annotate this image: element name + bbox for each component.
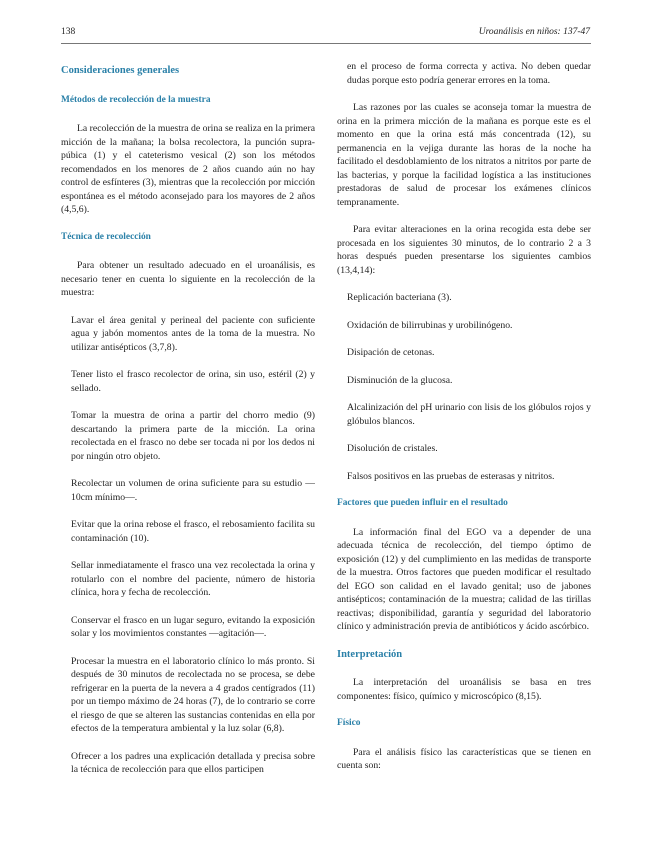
paragraph: Las razones por las cuales se aconseja tomar la muestra de orina en la primera micción de la mañana es porque este es el momento en que la orina está más concentrada (12), su permanencia en la vejiga durante las horas de la noche ha facilitado el desdoblamiento de los nitratos a nitritos por parte de las bacterias, y porque la facilidad logística a las instituciones prestadoras de salud de procesar los exámenes clínicos tempranamente. (337, 102, 591, 208)
paragraph: La interpretación del uroanálisis se basa en tres componentes: físico, químico y microscópico (8,15). (337, 677, 591, 702)
list-item: Tener listo el frasco recolector de orina, sin uso, estéril (2) y sellado. (71, 369, 315, 394)
change-item: Disolución de cristales. (347, 443, 438, 454)
section-heading-interpretation: Interpretación (337, 648, 403, 660)
change-item: Disminución de la glucosa. (347, 374, 453, 386)
list-item: Ofrecer a los padres una explicación detallada y precisa sobre la técnica de recolección para que ellos participen (71, 750, 315, 775)
list-item: Evitar que la orina rebose el frasco, el rebosamiento facilita su contaminación (10). (71, 519, 315, 544)
list-item: Tomar la muestra de orina a partir del chorro medio (9) descartando la primera parte de la micción. La orina recolectada en el frasco no debe ser tocada ni por los dedos ni por ningún otro objeto. (71, 410, 315, 462)
paragraph: Para evitar alteraciones en la orina recogida esta debe ser procesada en los siguientes 30 minutos, de lo contrario 2 a 3 horas después pueden presentarse los siguientes cambios (13,4,14): (337, 224, 591, 276)
paragraph: Para el análisis físico las características que se tienen en cuenta son: (337, 746, 591, 771)
subheading-influencing-factors: Factores que pueden influir en el resultado (337, 498, 508, 508)
paragraph: La información final del EGO va a depender de una adecuada técnica de recolección, del tiempo óptimo de exposición (12) y del cumplimiento en las medidas de transporte de la muestra. Otros factores que pueden modificar el resultado del EGO son calidad en el lavado genital; uso de jabones antisépticos; contaminación de la muestra; calidad de las tirillas reactivas; disponibilidad, garantía y seguridad del laboratorio clínico y administración previa de antibióticos y ácido ascórbico. (337, 526, 591, 632)
list-item: Procesar la muestra en el laboratorio clínico lo más pronto. Si después de 30 minutos de recolectada no se procesa, se debe refrigerar en la puerta de la nevera a 4 grados centígrados (11) por un tiempo máximo de 24 horas (7), de lo contrario se corre el riesgo de que se alteren las sustancias contenidas en ella por efectos de la temperatura ambiental y la luz solar (6,8). (71, 655, 315, 734)
list-item: Recolectar un volumen de orina suficiente para su estudio —10cm mínimo—. (71, 478, 315, 503)
list-item: Sellar inmediatamente el frasco una vez recolectada la orina y rotularlo con el nombre del paciente, número de historia clínica, hora y fecha de recolección. (71, 560, 315, 598)
paragraph: La recolección de la muestra de orina se realiza en la primera micción de la mañana; la bolsa recolectora, la punción supra-púbica (1) y el cateterismo vesical (2) son los métodos recomendados en los menores de 2 años cuando aún no hay control de esfínteres (3), mientras que la recolección por micción espontánea es el método aconsejado para los mayores de 2 años (4,5,6). (61, 123, 315, 215)
change-item: Replicación bacteriana (3). (347, 292, 452, 303)
running-title: Uroanálisis en niños: 137-47 (478, 27, 590, 37)
subheading-collection-methods: Métodos de recolección de la muestra (61, 94, 211, 105)
subheading-collection-technique: Técnica de recolección (61, 231, 151, 242)
page-number: 138 (61, 27, 76, 37)
change-item: Alcalinización del pH urinario con lisis de los glóbulos rojos y glóbulos blancos. (347, 402, 591, 427)
subheading-physical: Físico (337, 718, 361, 728)
list-item: Conservar el frasco en un lugar seguro, evitando la exposición solar y los movimientos constantes —agitación—. (71, 614, 315, 639)
header-rule (61, 43, 591, 44)
left-column (61, 60, 315, 791)
change-item: Oxidación de bilirrubinas y urobilinógeno. (347, 319, 513, 331)
change-item: Falsos positivos en las pruebas de esterasas y nitritos. (347, 470, 555, 482)
list-item: Lavar el área genital y perineal del paciente con suficiente agua y jabón momentos antes de la toma de la muestra. No utilizar antisépticos (3,7,8). (71, 314, 315, 353)
paragraph: Para obtener un resultado adecuado en el uroanálisis, es necesario tener en cuenta lo siguiente en la recolección de la muestra: (61, 260, 315, 298)
section-heading-general: Consideraciones generales (61, 65, 180, 76)
right-column (337, 60, 591, 787)
change-item: Disipación de cetonas. (347, 347, 435, 358)
list-item-continued: en el proceso de forma correcta y activa. No deben quedar dudas porque esto podría generar errores en la toma. (347, 61, 591, 86)
